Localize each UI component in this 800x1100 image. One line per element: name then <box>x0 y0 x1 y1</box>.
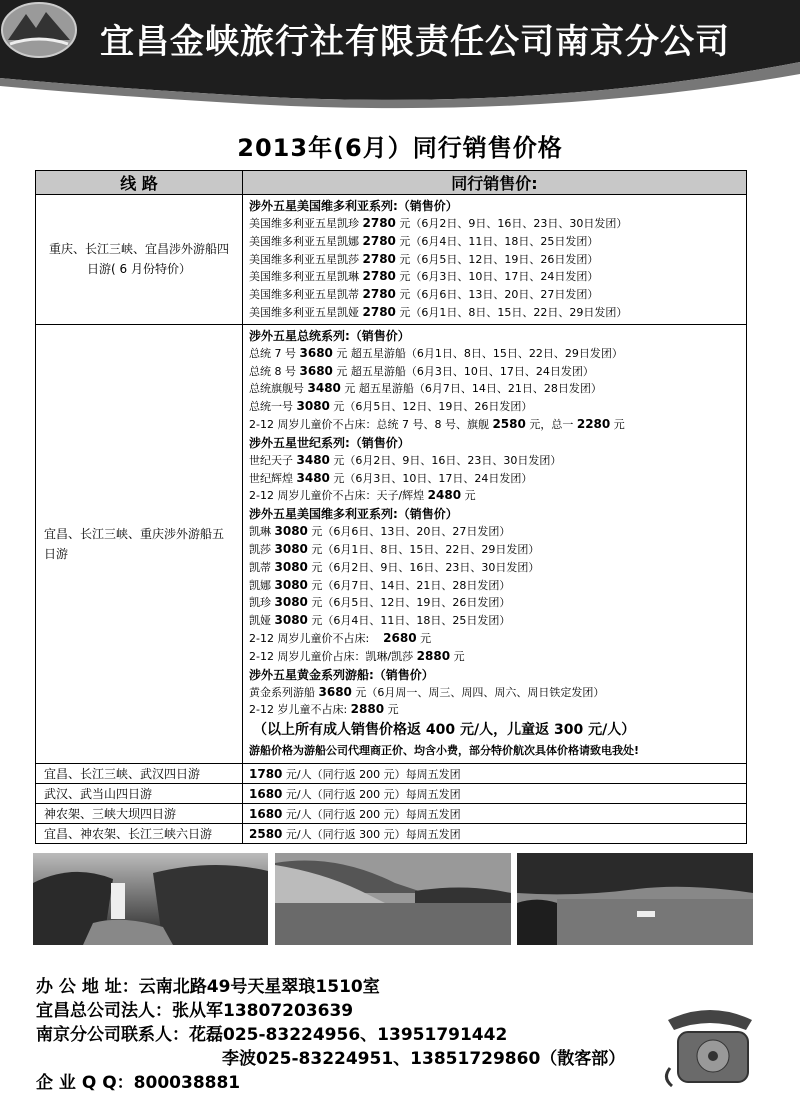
route-name: 武汉、武当山四日游 <box>36 784 243 804</box>
price-value: 2780 <box>362 269 396 284</box>
price-line <box>249 286 740 304</box>
column-header-price: 同行销售价: <box>243 171 747 195</box>
price-line <box>249 398 740 416</box>
ship-name: 总统 7 号 <box>249 346 296 360</box>
price-details <box>243 324 747 763</box>
price-value: 2780 <box>362 233 396 248</box>
table-row <box>36 784 747 804</box>
gorge-river-photo <box>275 853 511 945</box>
price-detail: 元（6月5日、12日、19日、26日发团） <box>333 400 533 414</box>
ship-name: 美国维多利亚五星凯琳 <box>249 270 359 284</box>
table-header-row <box>36 171 747 195</box>
price-line <box>249 251 740 269</box>
series-title: 涉外五星美国维多利亚系列:（销售价） <box>249 199 458 213</box>
price-detail: 元（6月2日、9日、16日、23日、30日发团） <box>311 560 540 574</box>
price-details <box>243 195 747 325</box>
price-value: 3080 <box>296 399 330 414</box>
company-logo-icon <box>0 0 78 60</box>
price-details <box>243 804 747 824</box>
price-detail: 元/人（同行返 300 元）每周五发团 <box>285 827 461 841</box>
price-value: 2780 <box>362 304 396 319</box>
ship-name: 美国维多利亚五星凯娅 <box>249 305 359 319</box>
price-line <box>249 380 740 398</box>
price-value: 2780 <box>362 287 396 302</box>
price-line: 黄金系列游船 3680 元（6月周一、周三、周四、周六、周日铁定发团） <box>249 684 605 699</box>
footnote: 游船价格为游船公司代理商正价、均含小费，部分特价航次具体价格请致电我处! <box>249 744 640 758</box>
route-name: 宜昌、神农架、长江三峡六日游 <box>36 824 243 844</box>
price-value: 3080 <box>274 524 308 539</box>
ship-name: 总统 8 号 <box>249 364 296 378</box>
page-title: 2013年(6月）同行销售价格 <box>237 134 563 162</box>
short-route-rows <box>36 764 747 844</box>
qq-value: 800038881 <box>133 1073 241 1093</box>
ship-name: 美国维多利亚五星凯珍 <box>249 217 359 230</box>
price-value: 1680 <box>249 786 283 801</box>
address-row <box>36 972 380 997</box>
ship-name: 世纪天子 <box>249 453 293 467</box>
price-value: 1780 <box>249 766 283 781</box>
child-price-line: 2-12 周岁儿童价占床：凯琳/凯莎 2880 元 <box>249 648 465 663</box>
price-line-list <box>249 523 740 630</box>
child-price-line: 2-12 周岁儿童价不占床: 2680 元 <box>249 630 432 645</box>
price-line-list <box>249 345 740 416</box>
address-value: 云南北路49号天星翠琅1510室 <box>138 977 380 997</box>
price-detail: 元（6月4日、11日、18日、25日发团） <box>311 614 511 628</box>
qq-label: 企 业 Q Q： <box>36 1073 134 1093</box>
table-row <box>36 764 747 784</box>
series-title: 涉外五星黄金系列游船:（销售价） <box>249 667 434 682</box>
price-value: 3080 <box>274 541 308 556</box>
price-value: 1680 <box>249 806 283 821</box>
price-line <box>249 612 740 630</box>
price-details <box>243 824 747 844</box>
ship-name: 美国维多利亚五星凯娜 <box>249 234 359 248</box>
price-value: 2780 <box>362 216 396 230</box>
price-detail: 元 超五星游船（6月3日、10日、17日、24日发团） <box>336 364 594 378</box>
contact-row <box>36 1020 507 1045</box>
price-detail: 元 超五星游船（6月7日、14日、21日、28日发团） <box>344 382 602 396</box>
price-line-list <box>249 452 740 488</box>
table-row <box>36 195 747 325</box>
price-line <box>249 523 740 541</box>
price-detail: 元（6月1日、8日、15日、22日、29日发团） <box>311 542 540 556</box>
ship-name: 总统一号 <box>249 400 293 414</box>
route-name: 宜昌、长江三峡、武汉四日游 <box>36 764 243 784</box>
table-row <box>36 824 747 844</box>
qq-row <box>36 1068 240 1093</box>
price-value: 2580 <box>249 826 283 841</box>
legal-row <box>36 996 353 1021</box>
price-value: 3080 <box>274 577 308 592</box>
child-price-line: 2-12 周岁儿童价不占床：天子/辉煌 2480 元 <box>249 488 476 503</box>
series-title: 涉外五星美国维多利亚系列:（销售价） <box>249 507 458 522</box>
legal-label: 宜昌总公司法人： <box>36 1001 172 1021</box>
price-detail: 元/人（同行返 200 元）每周五发团 <box>285 807 461 821</box>
table-row <box>36 804 747 824</box>
price-detail: 元（6月5日、12日、19日、26日发团） <box>311 596 511 610</box>
price-line <box>249 594 740 612</box>
route-name: 神农架、三峡大坝四日游 <box>36 804 243 824</box>
price-value: 3680 <box>299 345 333 360</box>
route-name: 宜昌、长江三峡、重庆涉外游船五日游 <box>36 324 243 763</box>
price-line <box>249 268 740 286</box>
price-line <box>249 452 740 470</box>
price-table <box>35 170 747 844</box>
scenery-photos <box>33 853 753 945</box>
telephone-icon <box>660 998 760 1090</box>
price-line <box>249 304 740 322</box>
series-title: 涉外五星总统系列:（销售价） <box>249 328 410 343</box>
column-header-route: 线 路 <box>36 171 243 195</box>
price-line <box>249 541 740 559</box>
ship-name: 凯娜 <box>249 578 271 592</box>
price-value: 3080 <box>274 559 308 574</box>
ship-name: 凯莎 <box>249 542 271 556</box>
price-line <box>249 233 740 251</box>
price-detail: 元（6月3日、10日、17日、24日发团） <box>333 471 533 485</box>
price-line <box>249 215 740 233</box>
header-banner <box>0 0 800 110</box>
ship-name: 美国维多利亚五星凯莎 <box>249 252 359 266</box>
ship-name: 凯珍 <box>249 596 271 610</box>
child-price-line: 2-12 周岁儿童价不占床：总统 7 号、8 号、旗舰 2580 元，总一 2280 元 <box>249 416 625 431</box>
contact-row-2 <box>222 1044 625 1069</box>
price-value: 2780 <box>362 251 396 266</box>
price-value: 3480 <box>296 452 330 467</box>
price-detail: 元/人（同行返 200 元）每周五发团 <box>285 767 461 781</box>
price-line <box>249 345 740 363</box>
price-value: 3480 <box>296 470 330 485</box>
ship-name: 世纪辉煌 <box>249 471 293 485</box>
price-value: 3080 <box>274 613 308 628</box>
series-title: 涉外五星世纪系列:（销售价） <box>249 435 410 450</box>
contact-value-2: 李波025-83224951、13851729860（散客部） <box>222 1049 626 1069</box>
price-details <box>243 764 747 784</box>
price-detail: 元（6月6日、13日、20日、27日发团） <box>399 288 599 302</box>
price-detail: 元（6月7日、14日、21日、28日发团） <box>311 578 511 592</box>
contact-label: 南京分公司联系人： <box>36 1025 189 1045</box>
ship-name: 美国维多利亚五星凯蒂 <box>249 288 359 302</box>
legal-value: 张从军13807203639 <box>172 1001 354 1021</box>
table-row <box>36 324 747 763</box>
child-price-line: 2-12 岁儿童不占床: 2880 元 <box>249 702 399 717</box>
rebate-note: （以上所有成人销售价格返 400 元/人，儿童返 300 元/人） <box>253 722 636 739</box>
company-name: 宜昌金峡旅行社有限责任公司南京分公司 <box>100 22 730 62</box>
price-detail: 元（6月2日、9日、16日、23日、30日发团） <box>399 217 628 230</box>
price-value: 3480 <box>307 381 341 396</box>
price-detail: 元（6月4日、11日、18日、25日发团） <box>399 234 599 248</box>
ship-name: 总统旗舰号 <box>249 382 304 396</box>
waterfall-photo <box>33 853 268 945</box>
price-line <box>249 470 740 488</box>
price-value: 3680 <box>299 363 333 378</box>
river-boat-photo <box>517 853 753 945</box>
price-detail: 元（6月6日、13日、20日、27日发团） <box>311 525 511 539</box>
price-line <box>249 577 740 595</box>
price-detail: 元（6月3日、10日、17日、24日发团） <box>399 270 599 284</box>
price-detail: 元（6月2日、9日、16日、23日、30日发团） <box>333 453 562 467</box>
price-line-list <box>249 215 740 322</box>
ship-name: 凯娅 <box>249 614 271 628</box>
price-detail: 元/人（同行返 200 元）每周五发团 <box>285 787 461 801</box>
ship-name: 凯蒂 <box>249 560 271 574</box>
price-value: 3080 <box>274 595 308 610</box>
price-line <box>249 363 740 381</box>
address-label: 办 公 地 址： <box>36 977 139 997</box>
price-details <box>243 784 747 804</box>
route-name: 重庆、长江三峡、宜昌涉外游船四日游( 6 月份特价） <box>36 195 243 325</box>
price-detail: 元 超五星游船（6月1日、8日、15日、22日、29日发团） <box>336 346 623 360</box>
price-line <box>249 559 740 577</box>
price-detail: 元（6月5日、12日、19日、26日发团） <box>399 252 599 266</box>
contact-value-1: 花磊025-83224956、13951791442 <box>189 1025 508 1045</box>
price-detail: 元（6月1日、8日、15日、22日、29日发团） <box>399 305 628 319</box>
ship-name: 凯琳 <box>249 525 271 539</box>
